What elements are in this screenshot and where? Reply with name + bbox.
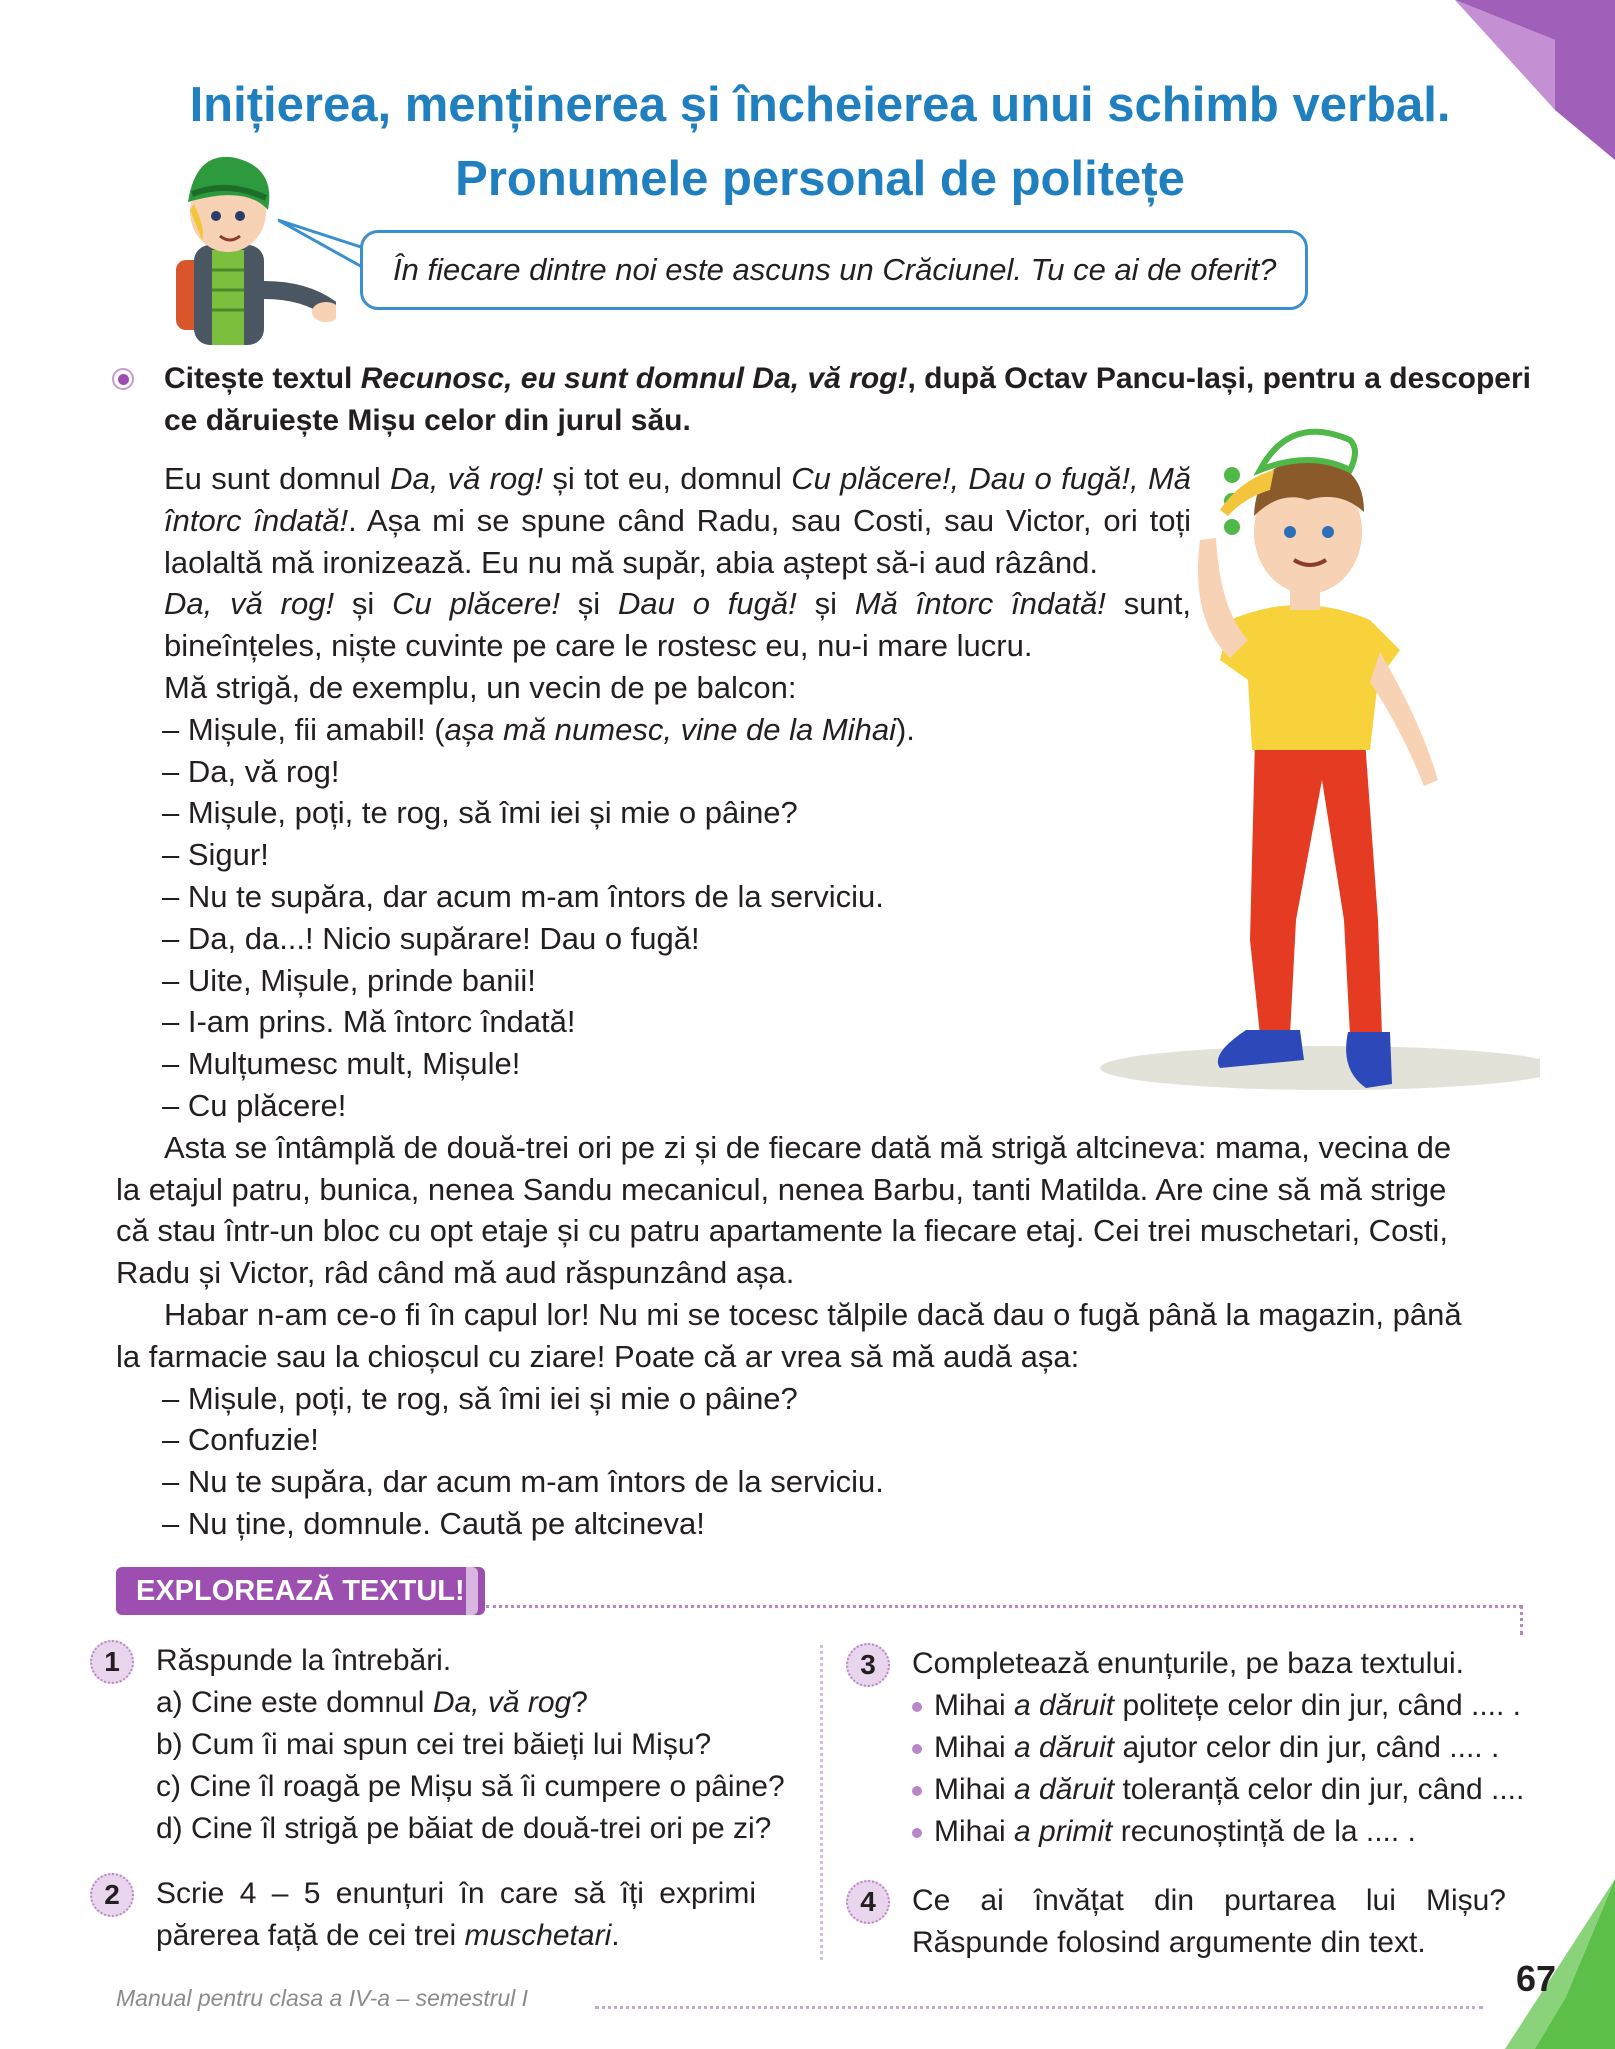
story-line: Habar n-am ce-o fi în capul lor! Nu mi se tocesc tălpile dacă dau o fugă până la magazin, până — [164, 1296, 1462, 1332]
divider — [486, 1605, 1522, 1608]
title-line-2: Pronumele personal de politețe — [455, 152, 1185, 206]
dialogue-line: – Da, da...! Nicio supărare! Dau o fugă! — [162, 920, 700, 956]
speech-bubble-text: În fiecare dintre noi este ascuns un Crăciunel. Tu ce ai de oferit? — [393, 252, 1277, 287]
list-item: Mihai a dăruit politețe celor din jur, când .... . — [912, 1685, 1536, 1727]
dialogue-line: – Confuzie! — [162, 1422, 319, 1458]
story-line: Asta se întâmplă de două-trei ori pe zi și de fiecare dată mă strigă altcineva: mama, vecina de — [164, 1129, 1452, 1165]
instruction-suffix: , după Octav Pancu-Iași, pentru a descoperi ce dăruiește Mișu celor din jurul său. — [164, 362, 1531, 437]
list-item: Mihai a dăruit toleranță celor din jur, când .... — [912, 1769, 1536, 1811]
dialogue-line: – Uite, Mișule, prinde banii! — [162, 962, 536, 998]
exercise-text: Scrie 4 – 5 enunțuri în care să îți exprimi — [156, 1877, 756, 1910]
dialogue-line: – Da, vă rog! — [162, 753, 340, 789]
story-line: la etajul patru, bunica, nenea Sandu mecanicul, nenea Barbu, tanti Matilda. Are cine să mă strige — [116, 1171, 1447, 1207]
question-b: b) Cum îi mai spun cei trei băieți lui Mișu? — [156, 1728, 712, 1761]
instruction-text-title: Recunosc, eu sunt domnul Da, vă rog! — [360, 362, 908, 395]
page-number: 67 — [1516, 1958, 1557, 1999]
list-item: Mihai a primit recunoștință de la .... . — [912, 1811, 1536, 1853]
dialogue-line: – Mișule, poți, te rog, să îmi iei și mie o pâine? — [162, 1380, 798, 1416]
story-paragraph: Da, vă rog! și Cu plăcere! și Dau o fugă! și Mă întorc îndată! sunt, bineînțeles, niște cuvinte pe care le rostesc eu, nu-i mare lucru. — [164, 586, 1191, 664]
question-d: d) Cine îl strigă pe băiat de două-trei ori pe zi? — [156, 1812, 772, 1845]
speech-bubble — [360, 230, 1308, 310]
exercise-text: părerea față de cei trei muschetari. — [156, 1919, 620, 1952]
explore-heading-label: EXPLOREAZĂ TEXTUL! — [136, 1575, 465, 1607]
exercise-text: Ce ai învățat din purtarea lui Mișu? — [912, 1884, 1506, 1917]
title-line-1: Inițierea, menținerea și încheierea unui schimb verbal. — [189, 78, 1451, 132]
exercise-1 — [90, 1640, 830, 1850]
dialogue-line: – Nu ține, domnule. Caută pe altcineva! — [162, 1505, 705, 1541]
exercise-title: Răspunde la întrebări. — [156, 1644, 452, 1677]
dialogue-line: – Nu te supăra, dar acum m-am întors de la serviciu. — [162, 878, 884, 914]
footer-text: Manual pentru clasa a IV-a – semestrul I — [116, 1985, 529, 2011]
story-paragraph: Mă strigă, de exemplu, un vecin de pe balcon: — [164, 669, 797, 705]
question-a: a) Cine este domnul Da, vă rog? — [156, 1686, 588, 1719]
exercise-2 — [90, 1873, 760, 1957]
divider — [1520, 1605, 1523, 1635]
boy-with-cap-illustration — [1060, 420, 1540, 1100]
dialogue-line: – Mișule, fii amabil! (așa mă numesc, vine de la Mihai). — [162, 711, 915, 747]
list-item: Mihai a dăruit ajutor celor din jur, când .... . — [912, 1727, 1536, 1769]
exercise-title: Completează enunțurile, pe baza textului. — [912, 1647, 1465, 1680]
dialogue-line: – Sigur! — [162, 837, 269, 873]
explore-section-heading — [116, 1567, 485, 1615]
story-line: la farmacie sau la chioșcul cu ziare! Poate că ar vrea să mă audă așa: — [116, 1338, 1080, 1374]
dialogue-line: – Mișule, poți, te rog, să îmi iei și mie o pâine? — [162, 795, 798, 831]
exercise-number-badge: 1 — [90, 1640, 134, 1684]
dialogue-line: – Nu te supăra, dar acum m-am întors de la serviciu. — [162, 1464, 884, 1500]
story-line: că stau într-un bloc cu opt etaje și cu patru apartamente la fiecare etaj. Cei trei muschetari, Costi, — [116, 1213, 1448, 1249]
question-c: c) Cine îl roagă pe Mișu să îi cumpere o pâine? — [156, 1770, 785, 1803]
explore-heading-edge — [466, 1567, 478, 1615]
exercise-number-badge: 3 — [846, 1643, 890, 1687]
exercise-4 — [846, 1880, 1506, 1964]
footer-divider — [595, 2006, 1483, 2009]
dialogue-line: – Cu plăcere! — [162, 1087, 347, 1123]
exercise-number-badge: 4 — [846, 1880, 890, 1924]
story-line: Radu și Victor, râd când mă aud răspunzând așa. — [116, 1255, 795, 1291]
dialogue-line: – I-am prins. Mă întorc îndată! — [162, 1004, 576, 1040]
exercise-text: Răspunde folosind argumente din text. — [912, 1926, 1426, 1959]
exercise-number-badge: 2 — [90, 1873, 134, 1917]
dialogue-line: – Mulțumesc mult, Mișule! — [162, 1046, 521, 1082]
story-paragraph: Eu sunt domnul Da, vă rog! și tot eu, domnul Cu plăcere!, Dau o fugă!, Mă întorc îndată!. Așa mi se spune când Radu, sau Costi, sau Victor, ori toți laolaltă mă ironizează. Eu nu mă supăr, abia aștept să-i aud râzând. — [164, 461, 1192, 580]
exercise-3 — [846, 1643, 1536, 1853]
bullet-icon — [112, 368, 134, 390]
speech-bubble-tail — [278, 218, 368, 278]
instruction-prefix: Citește textul — [164, 362, 361, 395]
